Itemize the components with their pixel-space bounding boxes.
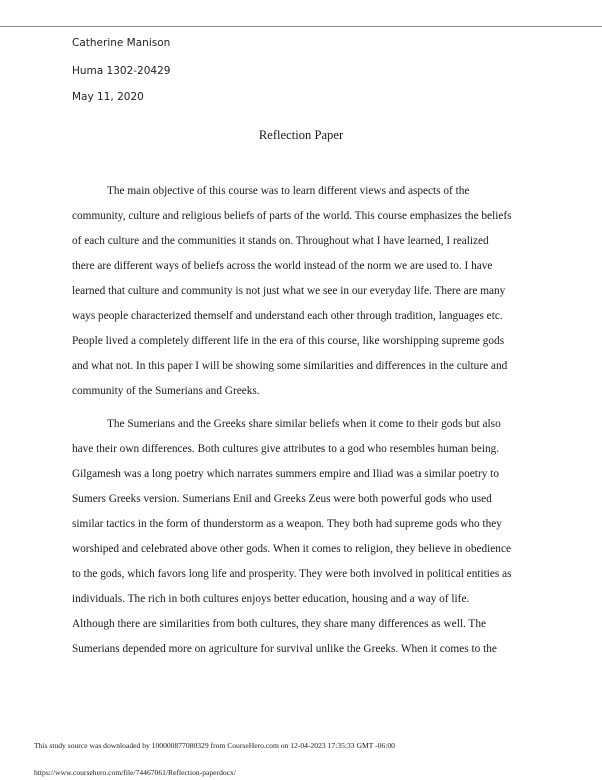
paragraph-line: similar tactics in the form of thunderstorm as a weapon. They both had supreme gods who they [72,518,502,530]
paragraph-line: individuals. The rich in both cultures enjoys better education, housing and a way of life. [72,593,470,605]
paragraph-line: People lived a completely different life in the era of this course, like worshipping supreme gods [72,335,505,347]
paragraph-line: of each culture and the communities it stands on. Throughout what I have learned, I realized [72,235,489,247]
paragraph-line: to the gods, which favors long life and prosperity. They were both involved in political entities as [72,568,512,580]
paragraph-line: learned that culture and community is not just what we see in our everyday life. There are many [72,285,506,297]
author-name: Catherine Manison [72,37,171,49]
paragraph-line: Although there are similarities from both cultures, they share many differences as well. The [72,618,486,630]
paragraph-line: have their own differences. Both cultures give attributes to a god who resembles human being. [72,443,500,455]
paragraph-line: worshiped and celebrated above other gods. When it comes to religion, they believe in obedience [72,543,511,555]
paragraph-line: community, culture and religious beliefs of parts of the world. This course emphasizes the beliefs [72,210,512,222]
paragraph-line: The Sumerians and the Greeks share similar beliefs when it come to their gods but also [107,418,501,430]
source-url[interactable]: https://www.coursehero.com/file/74467061/Reflection-paperdocx/ [34,768,236,777]
course-code: Huma 1302-20429 [72,65,171,77]
paragraph-line: Sumerians depended more on agriculture for survival unlike the Greeks. When it comes to the [72,643,497,655]
paragraph-line: there are different ways of beliefs across the world instead of the norm we are used to. I have [72,260,493,272]
paragraph-line: ways people characterized themself and understand each other through tradition, languages etc. [72,310,503,322]
paragraph-line: and what not. In this paper I will be showing some similarities and differences in the culture and [72,360,508,372]
paragraph-line: Gilgamesh was a long poetry which narrates summers empire and Iliad was a similar poetry to [72,468,499,480]
paragraph-line: Sumers Greeks version. Sumerians Enil and Greeks Zeus were both powerful gods who used [72,493,492,505]
paper-date: May 11, 2020 [72,91,144,103]
top-rule [0,26,602,27]
paragraph-line: community of the Sumerians and Greeks. [72,385,260,397]
download-notice: This study source was downloaded by 100000877080329 from CourseHero.com on 12-04-2023 17:35:33 GMT -06:00 [34,741,395,750]
paragraph-line: The main objective of this course was to learn different views and aspects of the [107,185,470,197]
paper-title: Reflection Paper [258,128,344,142]
